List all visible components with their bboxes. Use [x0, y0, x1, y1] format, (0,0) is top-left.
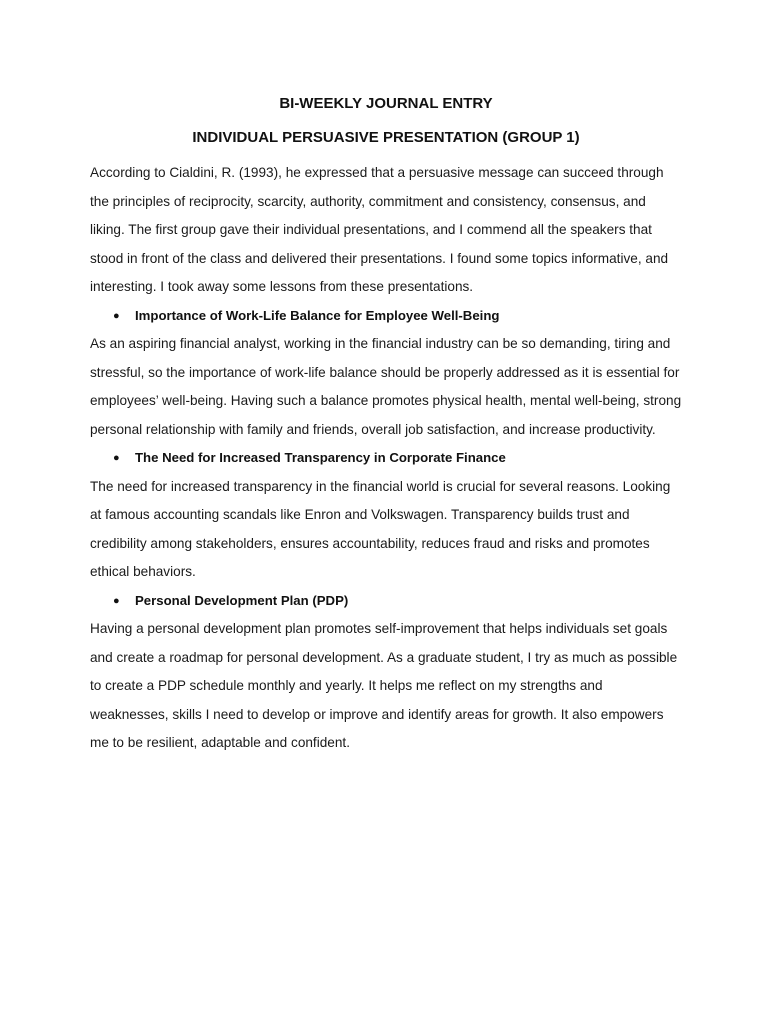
intro-paragraph: According to Cialdini, R. (1993), he expressed that a persuasive message can succeed through the principles of reciprocity, scarcity, authority, commitment and consistency, consensus, and liking. The first group gave their individual presentations, and I commend all the speakers that stood in front of the class and delivered their presentations. I found some topics informative, and interesting. I took away some lessons from these presentations.: [90, 165, 669, 294]
section-heading-text: The Need for Increased Transparency in Corporate Finance: [135, 450, 506, 465]
document-title: BI-WEEKLY JOURNAL ENTRY: [279, 95, 493, 112]
section-body-transparency: The need for increased transparency in the financial world is crucial for several reasons. Looking at famous accounting scandals like Enron and Volkswagen. Transparency builds trust and credibility among stakeholders, ensures accountability, reduces fraud and risks and promotes ethical behaviors.: [90, 478, 671, 579]
section-heading-pdp: [90, 587, 682, 616]
section-heading-work-life-balance: [90, 302, 682, 331]
bullet-icon: ●: [113, 594, 120, 607]
section-heading-transparency: [90, 444, 682, 473]
document-body: [90, 92, 682, 758]
section-body-work-life-balance: As an aspiring financial analyst, working in the financial industry can be so demanding, tiring and stressful, so the importance of work-life balance should be properly addressed as it is essential for employees’ well-being. Having such a balance promotes physical health, mental well-being, strong personal relationship with family and friends, overall job satisfaction, and increase productivity.: [90, 336, 682, 437]
document-subtitle: INDIVIDUAL PERSUASIVE PRESENTATION (GROUP 1): [192, 129, 580, 146]
section-heading-text: Importance of Work-Life Balance for Employee Well-Being: [135, 307, 500, 323]
bullet-icon: ●: [113, 452, 120, 464]
section-body-pdp: Having a personal development plan promotes self-improvement that helps individuals set goals and create a roadmap for personal development. As a graduate student, I try as much as possible to create a PDP schedule monthly and yearly. It helps me reflect on my strengths and weaknesses, skills I need to develop or improve and identify areas for growth. It also empowers me to be resilient, adaptable and confident.: [90, 621, 678, 750]
section-heading-text: Personal Development Plan (PDP): [135, 592, 349, 608]
bullet-icon: ●: [113, 309, 120, 322]
